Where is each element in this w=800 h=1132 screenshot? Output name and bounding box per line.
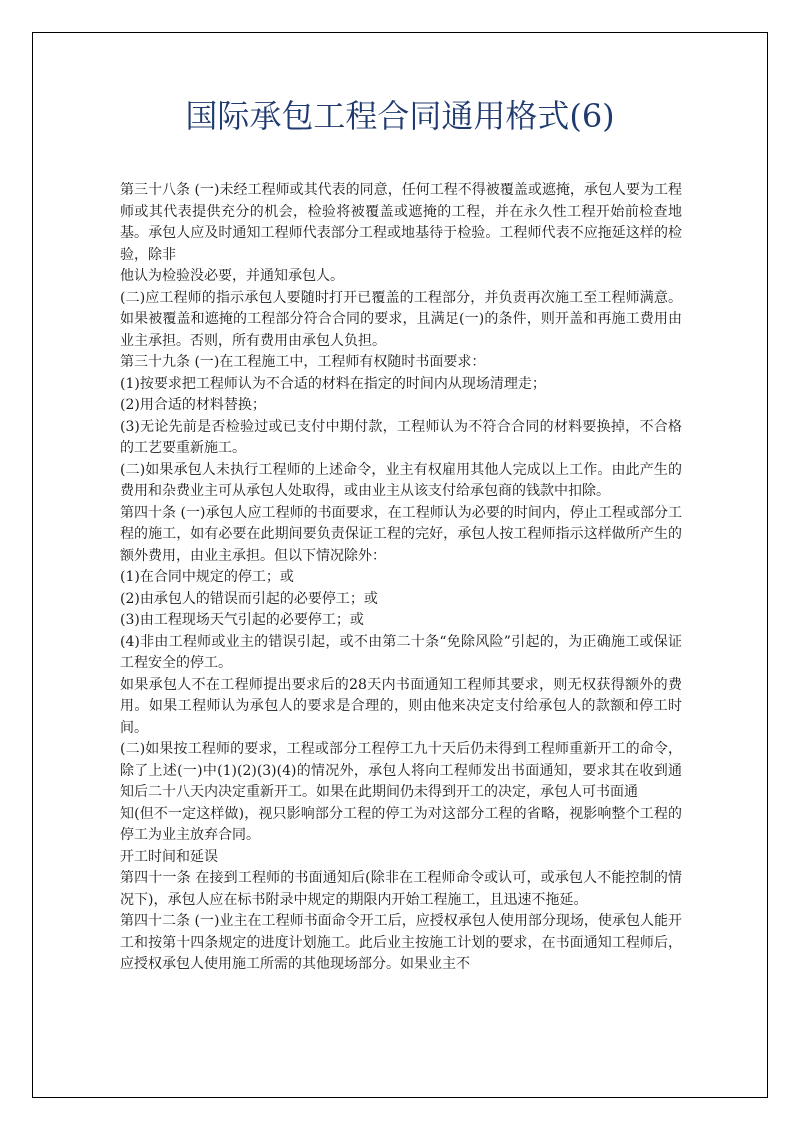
paragraph: (1)在合同中规定的停工；或 xyxy=(120,569,294,585)
paragraph: (3)由工程现场天气引起的必要停工；或 xyxy=(120,612,364,628)
document-title: 国际承包工程合同通用格式(6) xyxy=(185,97,615,135)
paragraph: 他认为检验没必要，并通知承包人。 xyxy=(120,268,344,284)
paragraph: (1)按要求把工程师认为不合适的材料在指定的时间内从现场清理走； xyxy=(120,375,546,392)
paragraph: (4)非由工程师或业主的错误引起，或不由第二十条“免除风险”引起的，为正确施工或保证工程安全的停工。 xyxy=(120,633,682,671)
paragraph: (3)无论先前是否检验过或已支付中期付款，工程师认为不符合合同的材料要换掉，不合格的工艺要重新施工。 xyxy=(120,418,682,456)
paragraph: (2)由承包人的错误而引起的必要停工；或 xyxy=(120,590,378,607)
section-heading: 开工时间和延误 xyxy=(120,848,218,865)
paragraph: 知(但不一定这样做)，视只影响部分工程的停工为对这部分工程的省略，视影响整个工程的停工为业主放弃合同。 xyxy=(120,805,682,843)
paragraph: (二)如果承包人未执行工程师的上述命令，业主有权雇用其他人完成以上工作。由此产生的费用和杂费业主可从承包人处取得，或由业主从该支付给承包商的钱款中扣除。 xyxy=(120,461,682,499)
document-body xyxy=(120,180,682,976)
paragraph: 第三十九条 (一)在工程施工中，工程师有权随时书面要求： xyxy=(120,354,486,370)
paragraph: 第四十一条 在接到工程师的书面通知后(除非在工程师命令或认可，或承包人不能控制的情况下)，承包人应在标书附录中规定的期限内开始工程施工，且迅速不拖延。 xyxy=(120,870,682,908)
paragraph: (二)应工程师的指示承包人要随时打开已覆盖的工程部分，并负责再次施工至工程师满意。如果被覆盖和遮掩的工程部分符合合同的要求，且满足(一)的条件，则开盖和再施工费用由业主承担。否则，所有费用由承包人负担。 xyxy=(120,289,682,349)
paragraph: 第四十条 (一)承包人应工程师的书面要求，在工程师认为必要的时间内，停止工程或部分工程的施工，如有必要在此期间要负责保证工程的完好，承包人按工程师指示这样做所产生的额外费用，由业主承担。但以下情况除外： xyxy=(120,504,682,564)
paragraph: (二)如果按工程师的要求，工程或部分工程停工九十天后仍未得到工程师重新开工的命令，除了上述(一)中(1)(2)(3)(4)的情况外，承包人将向工程师发出书面通知，要求其在收到通知后二十八天内决定重新开工。如果在此期间仍未得到开工的决定，承包人可书面通 xyxy=(120,741,682,800)
paragraph: (2)用合适的材料替换； xyxy=(120,397,266,413)
paragraph: 如果承包人不在工程师提出要求后的28天内书面通知工程师其要求，则无权获得额外的费用。如果工程师认为承包人的要求是合理的，则由他来决定支付给承包人的款额和停工时间。 xyxy=(120,676,682,736)
paragraph: 第三十八条 (一)未经工程师或其代表的同意，任何工程不得被覆盖或遮掩，承包人要为工程师或其代表提供充分的机会，检验将被覆盖或遮掩的工程，并在永久性工程开始前检查地基。承包人应及时通知工程师代表部分工程或地基待于检验。工程师代表不应拖延这样的检验，除非 xyxy=(120,182,682,263)
paragraph: 第四十二条 (一)业主在工程师书面命令开工后，应授权承包人使用部分现场，使承包人能开工和按第十四条规定的进度计划施工。此后业主按施工计划的要求，在书面通知工程师后，应授权承包人使用施工所需的其他现场部分。如果业主不 xyxy=(120,913,682,972)
